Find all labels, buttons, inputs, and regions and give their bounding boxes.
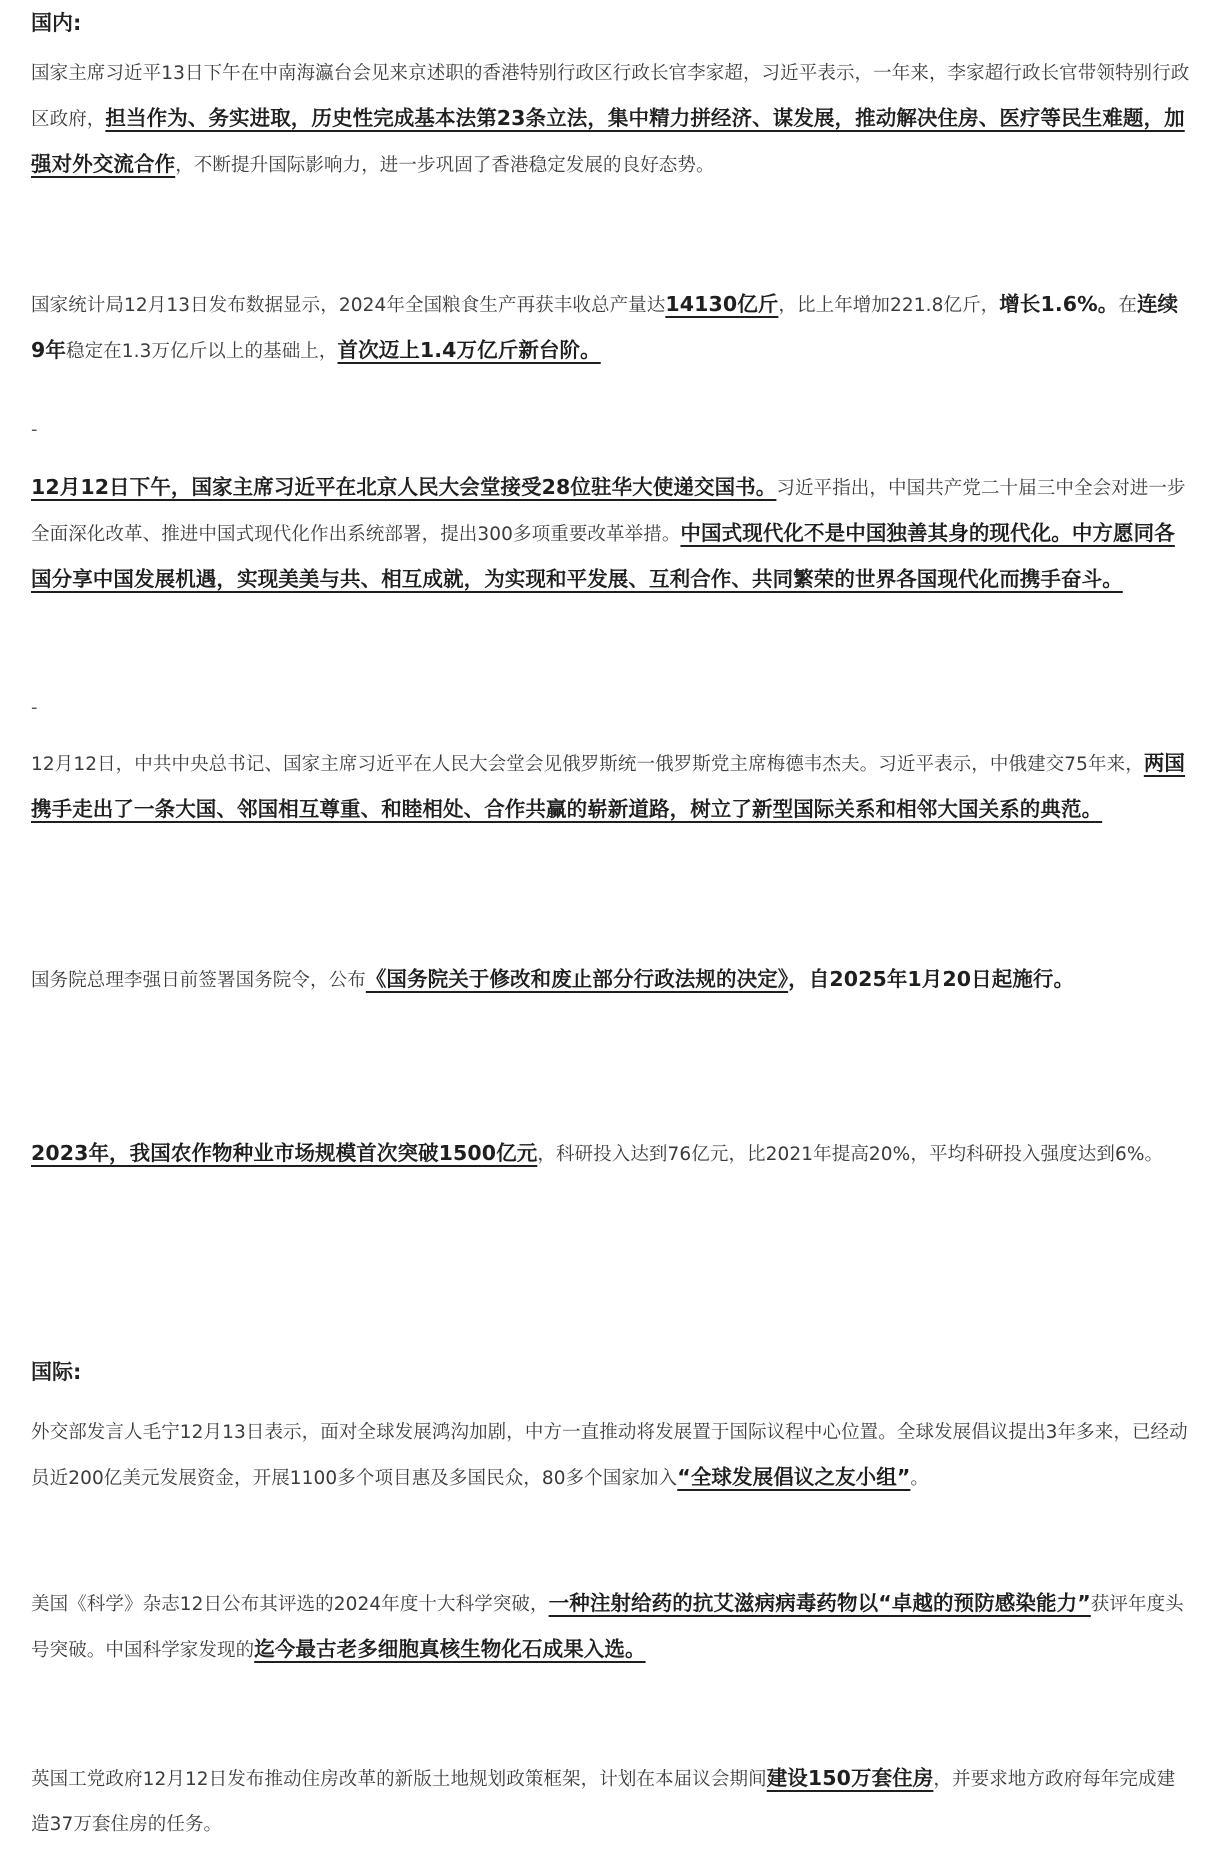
text: ，不断提升国际影响力，进一步巩固了香港稳定发展的良好态势。 [175, 155, 715, 176]
international-paragraph-2 [31, 1581, 1191, 1673]
bold-text: 增长1.6%。 [999, 292, 1119, 316]
highlight: 担当作为、务实进取，历史性完成基本法第23条立法，集中精力拼经济、谋发展，推动解决住房、医疗等民生难题，加强对外交流合作 [31, 106, 1185, 176]
text: 英国工党政府12月12日发布推动住房改革的新版土地规划政策框架，计划在本届议会期间 [31, 1769, 767, 1790]
text: 美国《科学》杂志12日公布其评选的2024年度十大科学突破， [31, 1594, 549, 1615]
text: 外交部发言人毛宁12月13日表示，面对全球发展鸿沟加剧，中方一直推动将发展置于国际议程中心位置。全球发展倡议提出3年多来，已经动员近200亿美元发展资金，开展1100多个项目惠及多国民众，80多个国家加入 [31, 1422, 1188, 1489]
domestic-heading: 国内: [31, 11, 82, 35]
text: 在 [1118, 295, 1137, 316]
bold-text: ，自2025年1月20日起施行。 [788, 967, 1075, 991]
domestic-paragraph-6 [31, 1131, 1191, 1177]
highlight: 首次迈上1.4万亿斤新台阶。 [337, 338, 601, 362]
highlight: 2023年，我国农作物种业市场规模首次突破1500亿元 [31, 1141, 538, 1165]
text: 国务院总理李强日前签署国务院令，公布 [31, 970, 366, 991]
text: ，比上年增加221.8亿斤， [778, 295, 1000, 316]
domestic-paragraph-3 [31, 465, 1191, 603]
text: 。 [910, 1468, 930, 1489]
highlight: 一种注射给药的抗艾滋病病毒药物以“卓越的预防感染能力” [548, 1591, 1091, 1615]
text: 获评年度头号突破。中国科学家发现的 [31, 1594, 1184, 1661]
text: ，并要求地方政府每年完成建造37万套住房的任务。 [31, 1769, 1176, 1835]
highlight: 建设150万套住房 [766, 1766, 934, 1790]
separator: - [31, 419, 38, 440]
domestic-paragraph-5 [31, 957, 1191, 1003]
highlight: 两国携手走出了一条大国、邻国相互尊重、和睦相处、合作共赢的崭新道路，树立了新型国际关系和相邻大国关系的典范。 [31, 751, 1186, 821]
domestic-paragraph-1 [31, 51, 1191, 188]
text: ，科研投入达到76亿元，比2021年提高20%，平均科研投入强度达到6%。 [537, 1144, 1164, 1165]
separator: - [31, 697, 38, 718]
bold-text: 连续9年 [31, 292, 1179, 362]
highlight: 《国务院关于修改和废止部分行政法规的决定》 [365, 967, 789, 991]
highlight: 14130亿斤 [665, 292, 779, 316]
highlight: 12月12日下午，国家主席习近平在北京人民大会堂接受28位驻华大使递交国书。 [31, 475, 777, 499]
international-heading: 国际: [31, 1360, 82, 1384]
text: 习近平指出，中国共产党二十届三中全会对进一步全面深化改革、推进中国式现代化作出系统部署，提出300多项重要改革举措。 [31, 478, 1186, 545]
text: 国家主席习近平13日下午在中南海瀛台会见来京述职的香港特别行政区行政长官李家超，习近平表示，一年来，李家超行政长官带领特别行政区政府， [31, 63, 1190, 130]
text: 国家统计局12月13日发布数据显示，2024年全国粮食生产再获丰收总产量达 [31, 295, 666, 316]
highlight: “全球发展倡议之友小组” [677, 1465, 911, 1489]
international-paragraph-1 [31, 1410, 1191, 1501]
domestic-paragraph-4 [31, 741, 1191, 833]
highlight: 中国式现代化不是中国独善其身的现代化。中方愿同各国分享中国发展机遇，实现美美与共、相互成就，为实现和平发展、互利合作、共同繁荣的世界各国现代化而携手奋斗。 [31, 521, 1175, 591]
domestic-paragraph-2 [31, 282, 1191, 374]
highlight: 迄今最古老多细胞真核生物化石成果入选。 [254, 1637, 646, 1661]
international-paragraph-3 [31, 1756, 1191, 1847]
text: 12月12日，中共中央总书记、国家主席习近平在人民大会堂会见俄罗斯统一俄罗斯党主席梅德韦杰夫。习近平表示，中俄建交75年来， [31, 754, 1144, 775]
text: 稳定在1.3万亿斤以上的基础上， [65, 341, 338, 362]
